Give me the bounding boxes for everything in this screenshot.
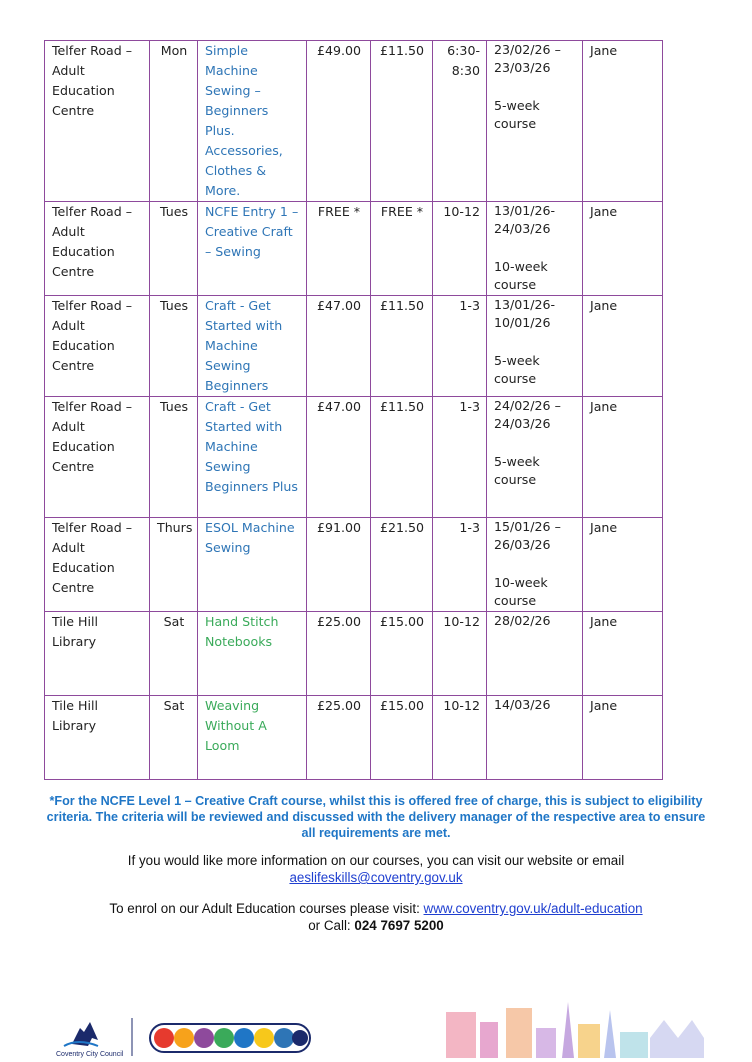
time-cell: 10-12 [433, 612, 487, 696]
course-row [45, 612, 663, 696]
date-range: 24/02/26 – 24/03/26 [494, 398, 561, 431]
venue-cell: Telfer Road – Adult Education Centre [45, 397, 150, 518]
time-cell: 1-3 [433, 397, 487, 518]
time-cell: 10-12 [433, 696, 487, 780]
ncfe-footnote: *For the NCFE Level 1 – Creative Craft course, whilst this is offered free of charge, this is subject to eligibility criteria. The criteria will be reviewed and discussed with the delivery manager of the respective area to ensure all requirements are met. [46, 794, 706, 840]
dates-cell [487, 296, 583, 397]
course-row [45, 202, 663, 296]
website-link[interactable]: www.coventry.gov.uk/adult-education [423, 901, 643, 916]
concession-cell: FREE * [371, 202, 433, 296]
fee-cell: £47.00 [307, 397, 371, 518]
more-info-text: If you would like more information on our courses, you can visit our website or email [127, 853, 625, 868]
course-duration: 5-week course [494, 98, 540, 131]
course-title-cell: Craft - Get Started with Machine Sewing Beginners [198, 296, 307, 397]
course-row [45, 696, 663, 780]
venue-cell: Telfer Road – Adult Education Centre [45, 202, 150, 296]
courses-table [44, 40, 663, 780]
tutor-cell: Jane [583, 397, 663, 518]
time-cell: 10-12 [433, 202, 487, 296]
phone-number: 024 7697 5200 [354, 918, 444, 933]
day-cell: Tues [150, 296, 198, 397]
day-cell: Sat [150, 612, 198, 696]
date-range: 13/01/26-10/01/26 [494, 297, 556, 330]
course-row [45, 518, 663, 612]
enrol-info [40, 900, 712, 934]
dates-cell [487, 518, 583, 612]
coventry-council-logo [54, 1016, 314, 1058]
course-title-cell: NCFE Entry 1 – Creative Craft – Sewing [198, 202, 307, 296]
date-range: 15/01/26 – 26/03/26 [494, 519, 561, 552]
fee-cell: £49.00 [307, 41, 371, 202]
service-badges-icon [150, 1024, 310, 1052]
concession-cell: £11.50 [371, 296, 433, 397]
dates-cell [487, 696, 583, 780]
course-duration: 5-week course [494, 454, 540, 487]
city-skyline-illustration [444, 998, 706, 1058]
tutor-cell: Jane [583, 696, 663, 780]
course-title-cell: Craft - Get Started with Machine Sewing Beginners Plus [198, 397, 307, 518]
dates-cell [487, 41, 583, 202]
day-cell: Mon [150, 41, 198, 202]
tutor-cell: Jane [583, 202, 663, 296]
course-title-cell: ESOL Machine Sewing [198, 518, 307, 612]
fee-cell: £91.00 [307, 518, 371, 612]
venue-cell: Telfer Road – Adult Education Centre [45, 518, 150, 612]
tutor-cell: Jane [583, 612, 663, 696]
tutor-cell: Jane [583, 41, 663, 202]
call-prefix: or Call: [308, 918, 351, 933]
day-cell: Thurs [150, 518, 198, 612]
day-cell: Tues [150, 397, 198, 518]
course-row [45, 397, 663, 518]
day-cell: Sat [150, 696, 198, 780]
date-range: 14/03/26 [494, 697, 551, 712]
time-cell: 6:30-8:30 [433, 41, 487, 202]
tutor-cell: Jane [583, 518, 663, 612]
date-range: 28/02/26 [494, 613, 551, 628]
course-title-cell: Simple Machine Sewing – Beginners Plus. Accessories, Clothes & More. [198, 41, 307, 202]
concession-cell: £15.00 [371, 696, 433, 780]
council-name: Coventry City Council [56, 1051, 124, 1058]
venue-cell: Tile Hill Library [45, 612, 150, 696]
venue-cell: Telfer Road – Adult Education Centre [45, 41, 150, 202]
concession-cell: £15.00 [371, 612, 433, 696]
concession-cell: £11.50 [371, 397, 433, 518]
venue-cell: Tile Hill Library [45, 696, 150, 780]
course-title-cell: Hand Stitch Notebooks [198, 612, 307, 696]
fee-cell: £47.00 [307, 296, 371, 397]
course-title-cell: Weaving Without A Loom [198, 696, 307, 780]
course-row [45, 41, 663, 202]
skyline-icon [444, 998, 706, 1058]
venue-cell: Telfer Road – Adult Education Centre [45, 296, 150, 397]
course-duration: 5-week course [494, 353, 540, 386]
email-link[interactable]: aeslifeskills@coventry.gov.uk [289, 870, 463, 885]
day-cell: Tues [150, 202, 198, 296]
footer-logos [54, 1016, 314, 1058]
more-info [40, 852, 712, 886]
time-cell: 1-3 [433, 296, 487, 397]
time-cell: 1-3 [433, 518, 487, 612]
dates-cell [487, 612, 583, 696]
tutor-cell: Jane [583, 296, 663, 397]
course-row [45, 296, 663, 397]
date-range: 23/02/26 – 23/03/26 [494, 42, 561, 75]
enrol-text: To enrol on our Adult Education courses please visit: [109, 901, 420, 916]
fee-cell: £25.00 [307, 612, 371, 696]
fee-cell: £25.00 [307, 696, 371, 780]
dates-cell [487, 397, 583, 518]
date-range: 13/01/26-24/03/26 [494, 203, 556, 236]
concession-cell: £21.50 [371, 518, 433, 612]
course-duration: 10-week course [494, 259, 548, 292]
course-duration: 10-week course [494, 575, 548, 608]
dates-cell [487, 202, 583, 296]
concession-cell: £11.50 [371, 41, 433, 202]
fee-cell: FREE * [307, 202, 371, 296]
